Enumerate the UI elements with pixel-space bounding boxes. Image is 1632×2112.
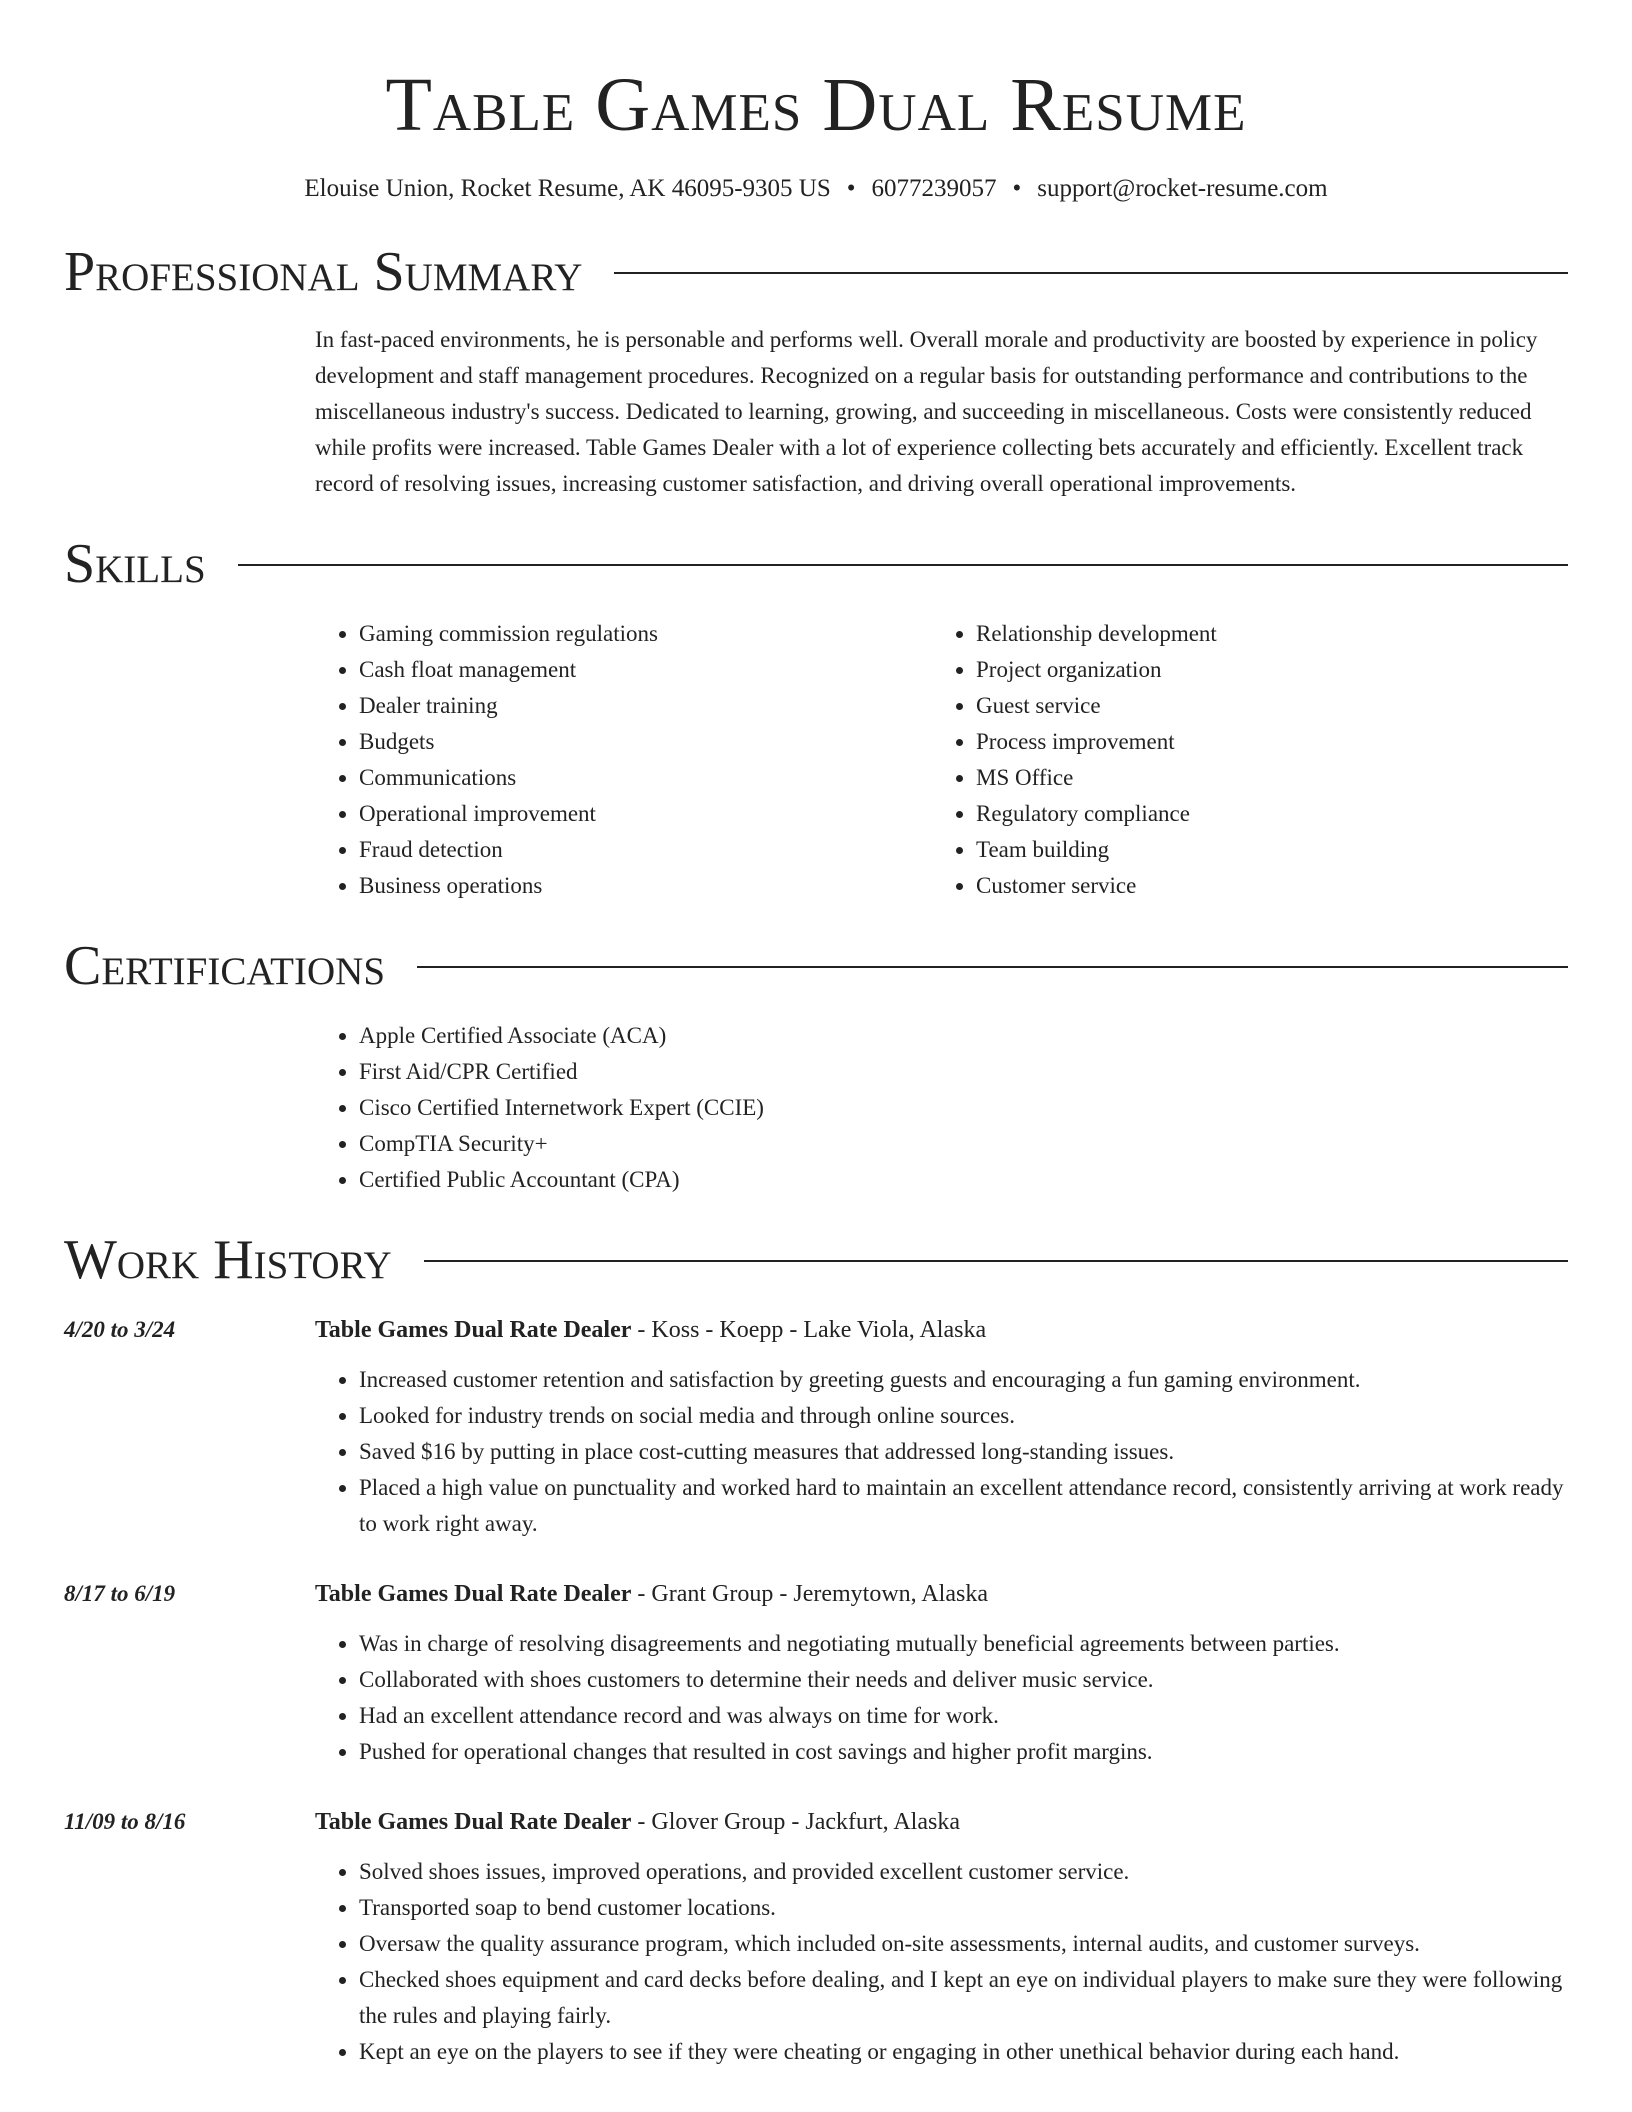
summary-heading: Professional Summary: [64, 241, 583, 303]
list-item: • Guest service: [976, 688, 1549, 724]
list-item: • Budgets: [359, 724, 932, 760]
list-item: • Operational improvement: [359, 796, 932, 832]
list-item: • Customer service: [976, 868, 1549, 904]
list-item: • Placed a high value on punctuality and worked hard to maintain an excellent attendance record, consistently arriving at work ready to work right away.: [359, 1470, 1568, 1542]
skills-column-left: [315, 616, 932, 904]
certifications-heading: Certifications: [64, 935, 386, 997]
job-content: [315, 1576, 1568, 1770]
work-heading: Work History: [64, 1229, 392, 1291]
certifications-body: [315, 1018, 1568, 1198]
job-dates: 4/20 to 3/24: [64, 1317, 176, 1342]
list-item: • Oversaw the quality assurance program, which included on-site assessments, internal audits, and customer surveys.: [359, 1926, 1568, 1962]
contact-line: [64, 174, 1568, 204]
section-divider: [614, 272, 1568, 274]
section-divider: [417, 966, 1568, 968]
section-divider: [424, 1260, 1568, 1262]
contact-phone: 6077239057: [871, 175, 997, 202]
list-item: • Kept an eye on the players to see if they were cheating or engaging in other unethical behavior during each hand.: [359, 2034, 1568, 2070]
contact-separator: •: [1012, 175, 1022, 202]
job-title: Table Games Dual Rate Dealer: [315, 1809, 632, 1835]
list-item: • Regulatory compliance: [976, 796, 1549, 832]
job-entry: [64, 1804, 1568, 2070]
list-item: • Solved shoes issues, improved operations, and provided excellent customer service.: [359, 1854, 1568, 1890]
summary-text: In fast-paced environments, he is personable and performs well. Overall morale and productivity are boosted by experience in policy development and staff management procedures. Recognized on a regular basis for outstanding performance and contributions to the miscellaneous industry's success. Dedicated to learning, growing, and succeeding in miscellaneous. Costs were consistently reduced while profits were increased. Table Games Dealer with a lot of experience collecting bets accurately and efficiently. Excellent track record of resolving issues, increasing customer satisfaction, and driving overall operational improvements.: [315, 327, 1538, 496]
list-item: • First Aid/CPR Certified: [359, 1054, 1568, 1090]
skills-left-list: [315, 616, 932, 904]
list-item: • Cash float management: [359, 652, 932, 688]
job-dates: 11/09 to 8/16: [64, 1809, 186, 1834]
job-content: [315, 1312, 1568, 1542]
list-item: • Checked shoes equipment and card decks before dealing, and I kept an eye on individual players to make sure they were following the rules and playing fairly.: [359, 1962, 1568, 2034]
certifications-section-header: [64, 934, 1568, 998]
job-employer: - Koss - Koepp - Lake Viola, Alaska: [631, 1317, 987, 1343]
job-title-line: [315, 1576, 1568, 1612]
resume-title: Table Games Dual Resume: [385, 63, 1247, 147]
list-item: • Certified Public Accountant (CPA): [359, 1162, 1568, 1198]
summary-body: [315, 322, 1568, 502]
contact-email: support@rocket-resume.com: [1037, 175, 1328, 202]
list-item: • Increased customer retention and satisfaction by greeting guests and encouraging a fun gaming environment.: [359, 1362, 1568, 1398]
skills-section-header: [64, 532, 1568, 596]
list-item: • Collaborated with shoes customers to determine their needs and deliver music service.: [359, 1662, 1568, 1698]
section-divider: [238, 564, 1568, 566]
certifications-list: [315, 1018, 1568, 1198]
skills-list: [315, 616, 1568, 904]
job-dates: 8/17 to 6/19: [64, 1581, 176, 1606]
list-item: • Communications: [359, 760, 932, 796]
list-item: • Team building: [976, 832, 1549, 868]
list-item: • Transported soap to bend customer locations.: [359, 1890, 1568, 1926]
job-title: Table Games Dual Rate Dealer: [315, 1581, 632, 1607]
list-item: • MS Office: [976, 760, 1549, 796]
job-title-line: [315, 1312, 1568, 1348]
list-item: • Gaming commission regulations: [359, 616, 932, 652]
list-item: • Cisco Certified Internetwork Expert (CCIE): [359, 1090, 1568, 1126]
list-item: • Pushed for operational changes that resulted in cost savings and higher profit margins.: [359, 1734, 1568, 1770]
list-item: • Fraud detection: [359, 832, 932, 868]
list-item: • Was in charge of resolving disagreements and negotiating mutually beneficial agreements between parties.: [359, 1626, 1568, 1662]
list-item: • Project organization: [976, 652, 1549, 688]
list-item: • Dealer training: [359, 688, 932, 724]
list-item: • Looked for industry trends on social media and through online sources.: [359, 1398, 1568, 1434]
resume-page: [64, 0, 1568, 2070]
skills-heading: Skills: [64, 533, 206, 595]
list-item: • Business operations: [359, 868, 932, 904]
job-bullets: [315, 1626, 1568, 1770]
work-section-header: [64, 1228, 1568, 1292]
job-bullets: [315, 1362, 1568, 1542]
job-bullets: [315, 1854, 1568, 2070]
contact-address: Elouise Union, Rocket Resume, AK 46095-9305 US: [304, 175, 831, 202]
job-entry: [64, 1576, 1568, 1770]
summary-section-header: [64, 240, 1568, 304]
list-item: • Had an excellent attendance record and was always on time for work.: [359, 1698, 1568, 1734]
contact-separator: •: [846, 175, 856, 202]
list-item: • Process improvement: [976, 724, 1549, 760]
job-employer: - Grant Group - Jeremytown, Alaska: [631, 1581, 988, 1607]
skills-column-right: [932, 616, 1549, 904]
job-employer: - Glover Group - Jackfurt, Alaska: [631, 1809, 960, 1835]
job-title-line: [315, 1804, 1568, 1840]
job-entry: [64, 1312, 1568, 1542]
list-item: • Saved $16 by putting in place cost-cutting measures that addressed long-standing issues.: [359, 1434, 1568, 1470]
skills-right-list: [932, 616, 1549, 904]
list-item: • Apple Certified Associate (ACA): [359, 1018, 1568, 1054]
job-title: Table Games Dual Rate Dealer: [315, 1317, 632, 1343]
list-item: • CompTIA Security+: [359, 1126, 1568, 1162]
job-content: [315, 1804, 1568, 2070]
list-item: • Relationship development: [976, 616, 1549, 652]
